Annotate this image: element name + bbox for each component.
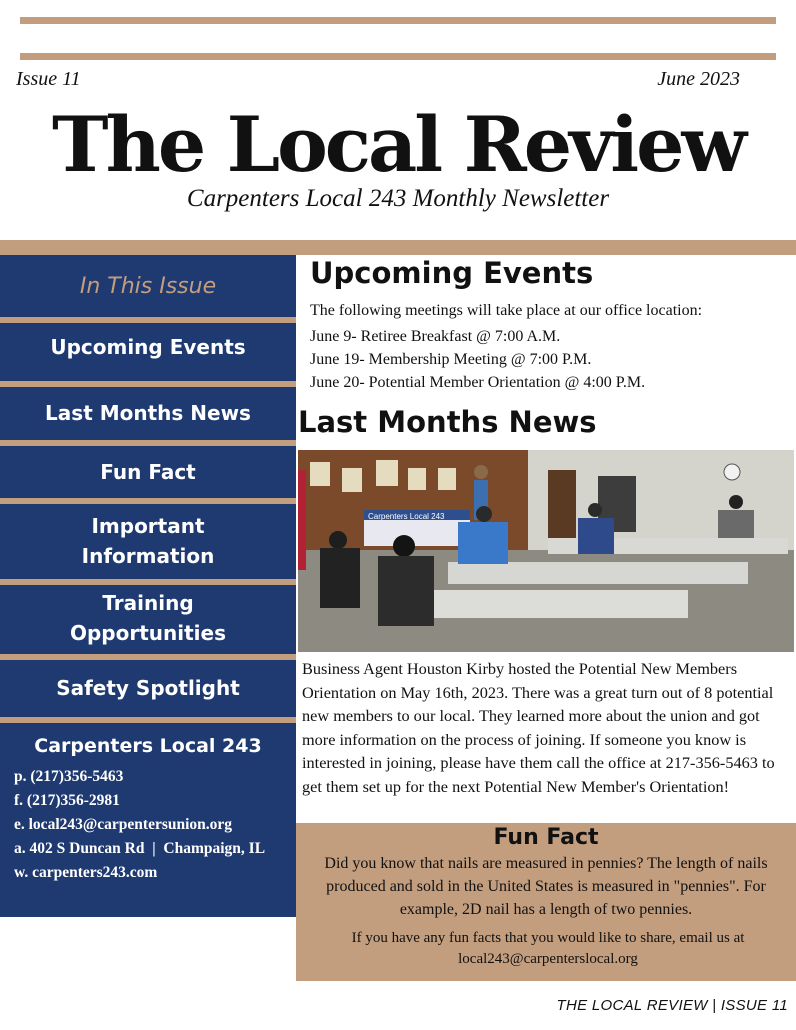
fun-fact-box: [296, 823, 796, 981]
sidebar-heading: In This Issue: [79, 274, 217, 299]
event-item: June 20- Potential Member Orientation @ 4:00 P.M.: [310, 374, 646, 391]
sidebar-item-label: Important: [91, 514, 205, 538]
sidebar-separator: [0, 717, 296, 723]
sidebar-item-safety-spotlight[interactable]: Safety Spotlight: [56, 676, 240, 700]
sidebar-item-label: Information: [81, 544, 215, 568]
sidebar-separator: [0, 440, 296, 446]
sidebar-item-training-opportunities[interactable]: [0, 588, 296, 648]
newsletter-title: The Local Review: [52, 100, 744, 189]
sidebar-item-label: Training: [102, 591, 194, 615]
event-item: June 9- Retiree Breakfast @ 7:00 A.M.: [310, 328, 561, 345]
sidebar-separator: [0, 654, 296, 660]
orientation-photo: [298, 450, 794, 652]
fun-fact-heading: Fun Fact: [493, 825, 599, 850]
newsletter-subtitle: Carpenters Local 243 Monthly Newsletter: [186, 185, 610, 212]
event-item: June 19- Membership Meeting @ 7:00 P.M.: [310, 351, 592, 368]
events-heading: Upcoming Events: [310, 256, 594, 290]
events-intro: The following meetings will take place at our office location:: [310, 302, 703, 319]
news-heading: Last Months News: [298, 405, 597, 439]
sidebar-item-last-months-news[interactable]: Last Months News: [45, 401, 251, 425]
banner-text: Carpenters Local 243: [368, 512, 445, 521]
contact-title: Carpenters Local 243: [34, 735, 262, 757]
sidebar-separator: [0, 498, 296, 504]
sidebar-item-fun-fact[interactable]: Fun Fact: [100, 460, 196, 484]
contact-website[interactable]: w. carpenters243.com: [14, 864, 158, 881]
sidebar-item-important-information[interactable]: [0, 511, 296, 571]
contact-email[interactable]: e. local243@carpentersunion.org: [14, 816, 233, 833]
news-body: Business Agent Houston Kirby hosted the Potential New Members Orientation on May 16th, 2023. There was a great turn out of 8 potential new members to our local. They learned more about the union and got more information on the process of joining. If someone you know is interested in joining, please have them call the office at 217-356-5463 to get them set up for the next Potential New Member's Orientation!: [302, 659, 775, 796]
issue-number: Issue 11: [16, 68, 81, 90]
masthead-divider: [0, 240, 796, 255]
top-rule-1: [20, 17, 776, 24]
issue-date: June 2023: [657, 68, 740, 90]
contact-phone: p. (217)356-5463: [14, 768, 124, 785]
contact-fax: f. (217)356-2981: [14, 792, 120, 809]
sidebar-separator: [0, 381, 296, 387]
top-rule-2: [20, 53, 776, 60]
page-footer: THE LOCAL REVIEW | ISSUE 11: [556, 997, 788, 1014]
sidebar-separator: [0, 579, 296, 585]
fun-fact-share: If you have any fun facts that you would like to share, email us at local243@carpenterslocal.org: [351, 930, 745, 967]
contact-address: a. 402 S Duncan Rd | Champaign, IL: [14, 840, 266, 857]
sidebar-item-label: Opportunities: [69, 621, 226, 645]
fun-fact-text: Did you know that nails are measured in pennies? The length of nails produced and sold in the United States is measured in "pennies". For example, 2D nail has a length of two pennies.: [324, 855, 768, 918]
sidebar-item-upcoming-events[interactable]: Upcoming Events: [50, 335, 246, 359]
sidebar-separator: [0, 317, 296, 323]
